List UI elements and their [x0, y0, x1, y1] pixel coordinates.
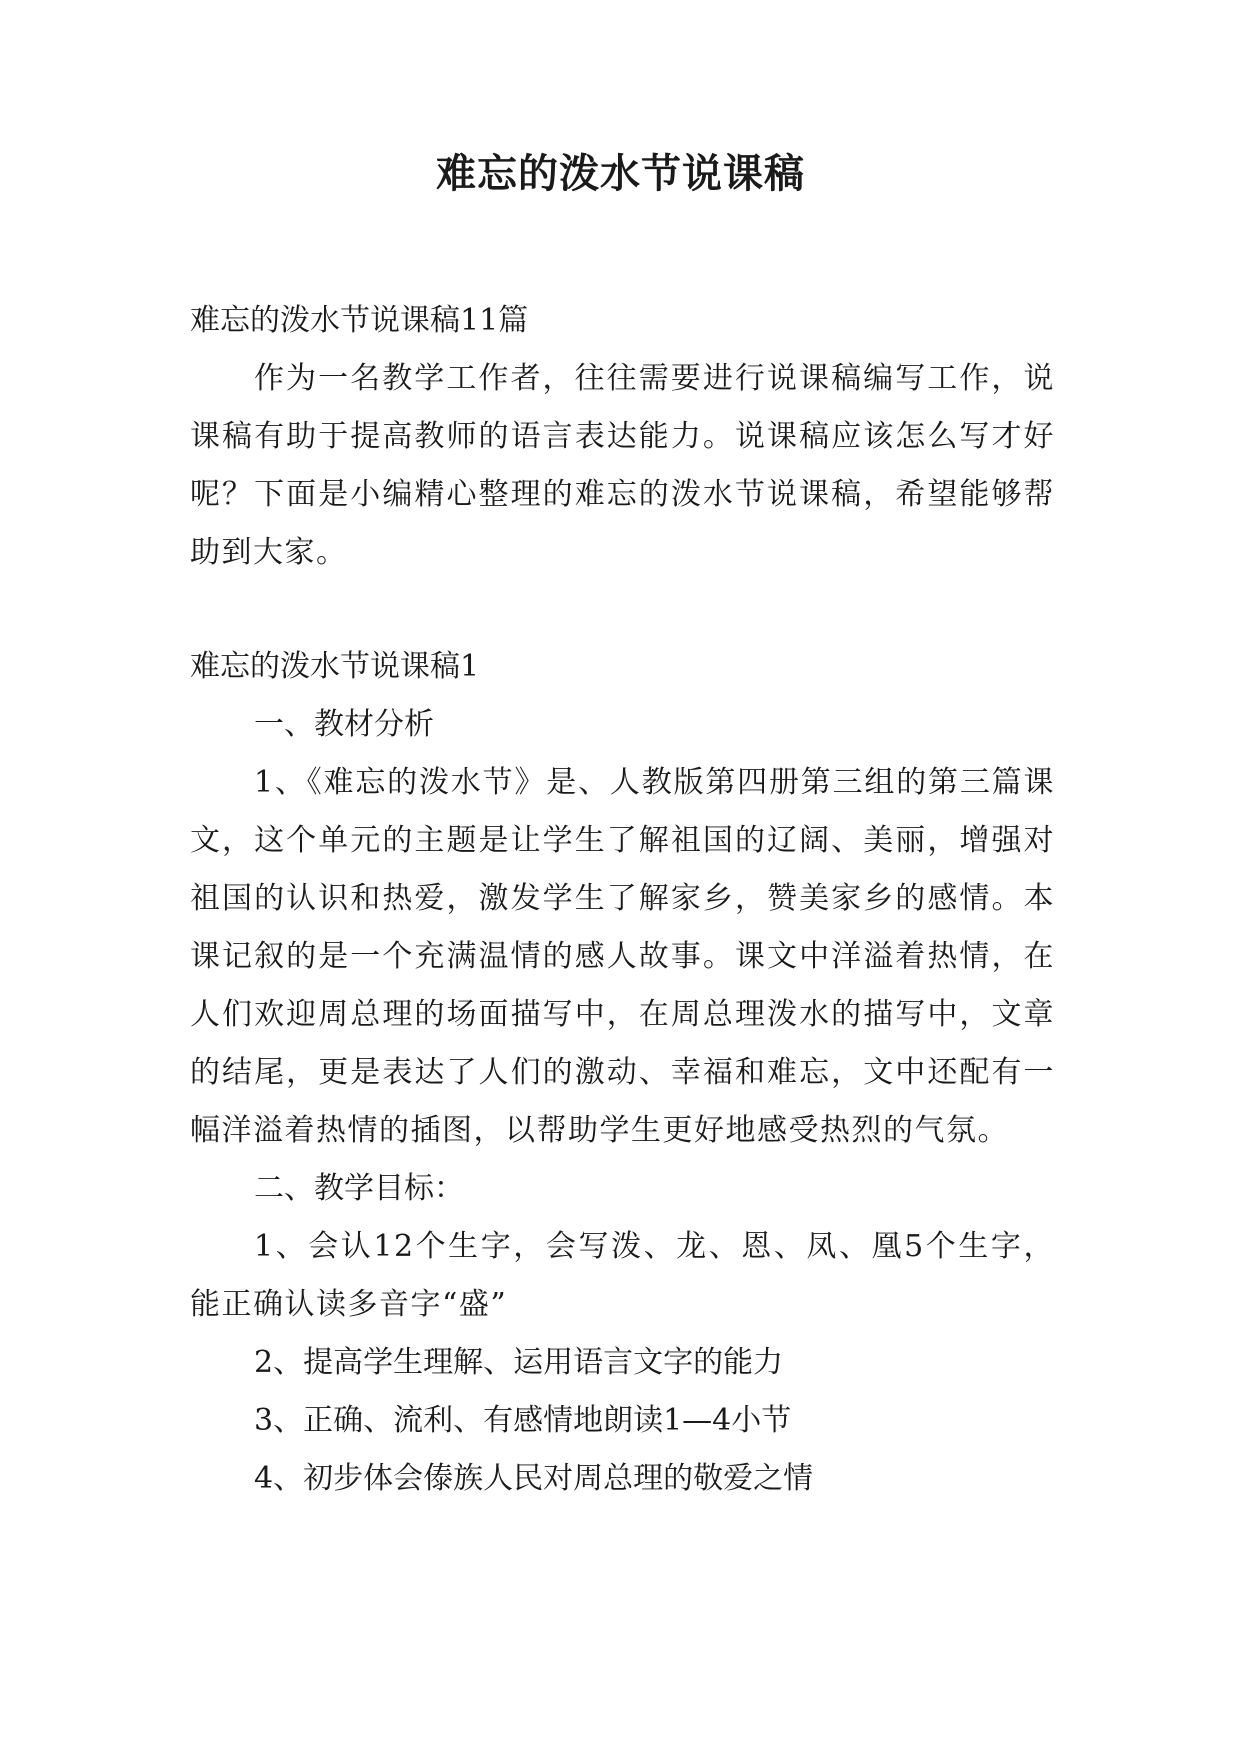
goal-item: 3、正确、流利、有感情地朗读1—4小节: [254, 1403, 792, 1438]
part1-heading: 一、教材分析: [254, 707, 434, 742]
part1-paragraph: 1、《难忘的泼水节》是、人教版第四册第三组的第三篇课文，这个单元的主题是让学生了解祖国的辽阔、美丽，增强对祖国的认识和热爱，激发学生了解家乡，赞美家乡的感情。本课记叙的是一个充满温情的感人故事。课文中洋溢着热情，在人们欢迎周总理的场面描写中，在周总理泼水的描写中，文章的结尾，更是表达了人们的激动、幸福和难忘，文中还配有一幅洋溢着热情的插图，以帮助学生更好地感受热烈的气氛。: [190, 765, 1055, 1148]
document-subtitle: 难忘的泼水节说课稿11篇: [190, 303, 529, 338]
document-body: [190, 292, 1055, 1508]
goal-item: 4、初步体会傣族人民对周总理的敬爱之情: [254, 1461, 814, 1496]
goal-item: 1、会认12个生字，会写泼、龙、恩、凤、凰5个生字，能正确认读多音字“盛”: [190, 1229, 1055, 1322]
part2-heading: 二、教学目标：: [254, 1171, 464, 1206]
section-heading: 难忘的泼水节说课稿1: [190, 649, 480, 684]
document-title: 难忘的泼水节说课稿: [436, 150, 805, 197]
goal-item: 2、提高学生理解、运用语言文字的能力: [254, 1345, 784, 1380]
intro-paragraph: 作为一名教学工作者，往往需要进行说课稿编写工作，说课稿有助于提高教师的语言表达能力。说课稿应该怎么写才好呢？下面是小编精心整理的难忘的泼水节说课稿，希望能够帮助到大家。: [190, 361, 1055, 570]
